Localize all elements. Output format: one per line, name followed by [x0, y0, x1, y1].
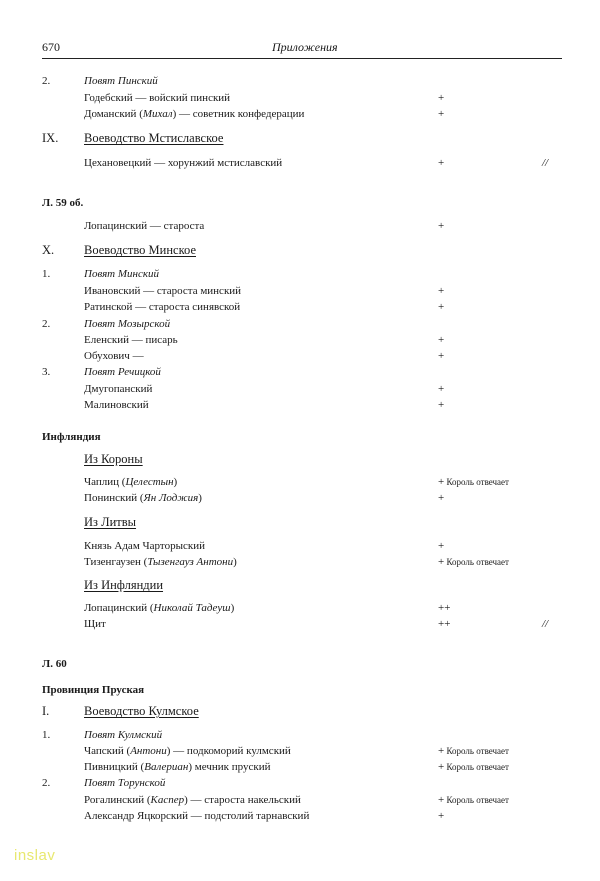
item-number: 2.	[42, 75, 51, 87]
given-name: Михал	[142, 108, 173, 120]
entry-name	[84, 284, 241, 298]
item-number: X.	[42, 243, 55, 257]
vote-mark	[438, 156, 444, 170]
entry-text: Щит	[84, 618, 106, 630]
entry-name	[84, 300, 240, 314]
district-heading	[84, 267, 159, 281]
plus-mark: +	[438, 476, 445, 488]
entry-text: Из Короны	[84, 452, 143, 466]
page-number: 670	[42, 40, 60, 54]
entry-text: Чаплиц (	[84, 476, 126, 488]
vote-mark	[438, 491, 444, 505]
entry-name	[84, 475, 177, 489]
plus-mark: +	[438, 540, 445, 552]
entry-text: Лопацинский (	[84, 602, 154, 614]
vote-mark	[438, 617, 450, 631]
plus-mark: +	[438, 383, 445, 395]
entry-text: Александр Яцкорский — подстолий тарнавский	[84, 810, 310, 822]
entry-text-tail: )	[198, 492, 202, 504]
entry-text: Тизенгаузен (	[84, 556, 148, 568]
item-number: 1.	[42, 268, 51, 280]
vote-mark	[438, 809, 444, 823]
king-response-note: Король отвечает	[444, 557, 509, 567]
entry-name	[84, 91, 230, 105]
vote-mark	[438, 300, 444, 314]
entry-name	[84, 793, 301, 807]
entry-text: Повят Кулмский	[84, 729, 163, 741]
entry-text-tail: ) — староста накельский	[184, 794, 301, 806]
entry-name	[84, 809, 309, 823]
entry-text: Повят Минский	[84, 268, 160, 280]
given-name: Целестын	[125, 476, 174, 488]
entry-text: Ратинской — староста синявской	[84, 301, 241, 313]
entry-text: Из Литвы	[84, 515, 137, 529]
entry-name	[84, 398, 149, 412]
vote-mark	[438, 107, 444, 121]
given-name: Николай Тадеуш	[153, 602, 231, 614]
entry-text-tail: )	[230, 602, 235, 614]
vote-mark	[438, 601, 450, 615]
plus-mark: +	[438, 285, 445, 297]
vote-mark	[438, 349, 444, 363]
entry-text-tail: )	[233, 556, 237, 568]
header-rule	[42, 58, 562, 59]
plus-mark: +	[438, 157, 445, 169]
entry-text: Малиновский	[84, 399, 149, 411]
given-name: Валериан	[144, 761, 189, 773]
entry-text: Воеводство Мстиславское	[84, 131, 224, 145]
vote-mark	[438, 744, 509, 758]
entry-text: Рогалинский (	[84, 794, 151, 806]
entry-text: Дмугопанский	[84, 383, 153, 395]
plus-mark: +	[438, 794, 445, 806]
entry-text: Повят Пинский	[84, 75, 158, 87]
vote-mark	[438, 219, 444, 233]
region-heading	[84, 242, 196, 258]
plus-mark: +	[438, 399, 445, 411]
entry-name	[84, 156, 282, 170]
district-heading	[84, 776, 165, 790]
district-heading	[84, 317, 170, 331]
given-name: Тызенгауз Антони	[147, 556, 234, 568]
item-number: I.	[42, 704, 50, 718]
entry-name	[84, 382, 152, 396]
entry-text-tail: )	[173, 476, 178, 488]
vote-mark	[438, 398, 444, 412]
entry-text: Чапский (	[84, 745, 131, 757]
entry-text: Годебский — войский пинский	[84, 92, 231, 104]
item-number: 1.	[42, 729, 51, 741]
region-heading	[84, 703, 199, 719]
margin-slash-mark: //	[542, 157, 549, 169]
entry-name	[84, 349, 144, 363]
section-heading: Провинция Пруская	[42, 684, 145, 696]
king-response-note: Король отвечает	[444, 762, 509, 772]
region-heading	[84, 451, 143, 467]
plus-mark: +	[438, 556, 445, 568]
entry-text: Князь Адам Чарторыский	[84, 540, 205, 552]
entry-text-tail: ) — подкоморий кулмский	[166, 745, 291, 757]
district-heading	[84, 728, 162, 742]
entry-text: Повят Торунской	[84, 777, 166, 789]
item-number: IX.	[42, 131, 59, 145]
vote-mark	[438, 91, 444, 105]
vote-mark	[438, 382, 444, 396]
item-number: 2.	[42, 777, 51, 789]
plus-mark: +	[438, 220, 445, 232]
margin-slash-mark: //	[542, 618, 549, 630]
entry-text: Повят Мозырской	[84, 318, 171, 330]
plus-mark: ++	[438, 602, 451, 614]
plus-mark: +	[438, 92, 445, 104]
king-response-note: Король отвечает	[444, 746, 509, 756]
entry-text: Пивницкий (	[84, 761, 145, 773]
region-heading	[84, 577, 163, 593]
plus-mark: +	[438, 350, 445, 362]
watermark: inslav	[14, 847, 56, 864]
entry-text: Доманский (	[84, 108, 143, 120]
entry-text: Воеводство Минское	[84, 243, 196, 257]
king-response-note: Король отвечает	[444, 795, 509, 805]
vote-mark	[438, 539, 444, 553]
entry-name	[84, 555, 237, 569]
entry-name	[84, 491, 202, 505]
entry-text: Лопацинский — староста	[84, 220, 205, 232]
entry-text: Обухович —	[84, 350, 144, 362]
given-name: Ян Лоджия	[143, 492, 199, 504]
entry-text: Понинский (	[84, 492, 144, 504]
entry-text: Ивановский — староста минский	[84, 285, 242, 297]
plus-mark: +	[438, 334, 445, 346]
given-name: Каспер	[150, 794, 185, 806]
entry-text: Из Инфляндии	[84, 578, 164, 592]
entry-name	[84, 219, 204, 233]
plus-mark: ++	[438, 618, 451, 630]
entry-text: Еленский — писарь	[84, 334, 178, 346]
item-number: 3.	[42, 366, 51, 378]
vote-mark	[438, 760, 509, 774]
vote-mark	[438, 793, 509, 807]
given-name: Антони	[130, 745, 167, 757]
entry-name	[84, 744, 291, 758]
plus-mark: +	[438, 761, 445, 773]
plus-mark: +	[438, 492, 445, 504]
entry-name	[84, 539, 205, 553]
plus-mark: +	[438, 745, 445, 757]
entry-text-tail: ) — советник конфедерации	[172, 108, 305, 120]
entry-name	[84, 760, 270, 774]
entry-text: Цехановецкий — хорунжий мстиславский	[84, 157, 283, 169]
region-heading	[84, 514, 136, 530]
entry-text-tail: ) мечник пруский	[188, 761, 271, 773]
plus-mark: +	[438, 810, 445, 822]
item-number: 2.	[42, 318, 51, 330]
plus-mark: +	[438, 301, 445, 313]
entry-text: Повят Речицкой	[84, 366, 161, 378]
region-heading	[84, 130, 223, 146]
plus-mark: +	[438, 108, 445, 120]
vote-mark	[438, 333, 444, 347]
entry-name	[84, 617, 106, 631]
district-heading	[84, 365, 161, 379]
vote-mark	[438, 555, 509, 569]
entry-name	[84, 107, 304, 121]
king-response-note: Король отвечает	[444, 477, 509, 487]
entry-name	[84, 601, 234, 615]
vote-mark	[438, 475, 509, 489]
section-heading: Л. 60	[42, 658, 67, 670]
vote-mark	[438, 284, 444, 298]
district-heading	[84, 74, 158, 88]
entry-text: Воеводство Кулмское	[84, 704, 199, 718]
entry-name	[84, 333, 178, 347]
section-heading: Л. 59 об.	[42, 197, 84, 209]
section-heading: Инфляндия	[42, 431, 101, 443]
running-title: Приложения	[272, 40, 338, 54]
